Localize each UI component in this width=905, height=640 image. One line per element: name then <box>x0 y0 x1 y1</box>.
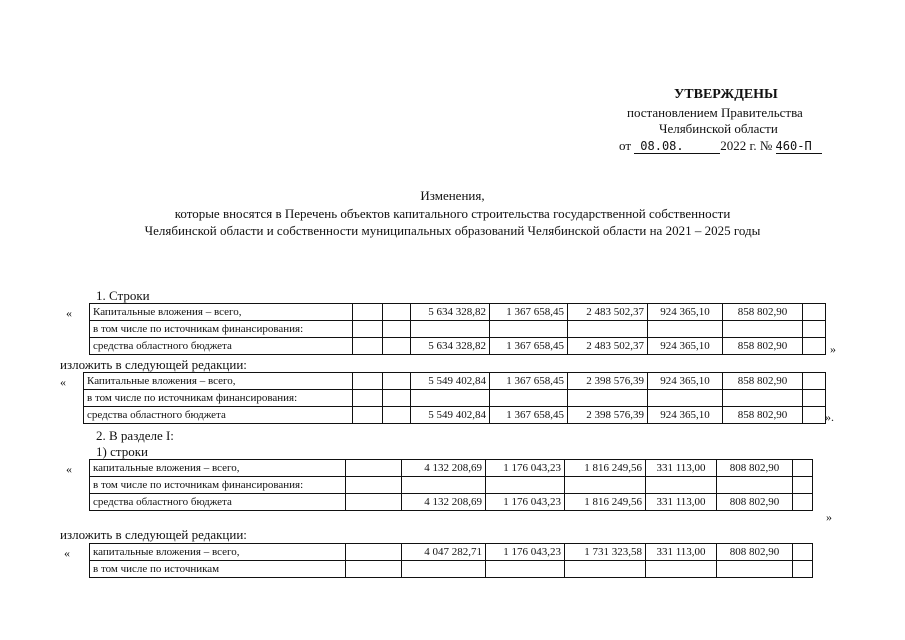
value-cell: 1 367 658,45 <box>490 407 568 424</box>
value-cell: 1 367 658,45 <box>490 373 568 390</box>
value-cell <box>803 304 826 321</box>
approval-date-line <box>619 137 822 154</box>
value-cell <box>353 407 383 424</box>
value-cell: 4 047 282,71 <box>402 544 486 561</box>
row-label-cell: капитальные вложения – всего, <box>90 460 346 477</box>
heading-line-3: Челябинской области и собственности муниципальных образований Челябинской области на 2021 – 2025 годы <box>144 223 761 238</box>
value-cell: 331 113,00 <box>646 460 717 477</box>
value-cell <box>793 544 813 561</box>
value-cell <box>793 477 813 494</box>
value-cell: 331 113,00 <box>646 494 717 511</box>
value-cell: 808 802,90 <box>717 460 793 477</box>
value-cell <box>486 561 565 578</box>
value-cell: 858 802,90 <box>723 338 803 355</box>
value-cell: 808 802,90 <box>717 494 793 511</box>
approval-line-1: постановлением Правительства <box>627 105 803 120</box>
value-cell <box>717 477 793 494</box>
value-cell: 5 549 402,84 <box>411 373 490 390</box>
row-label-cell: в том числе по источникам <box>90 561 346 578</box>
section-2-heading: 2. В разделе I: <box>96 428 174 443</box>
value-cell <box>402 477 486 494</box>
value-cell <box>383 304 411 321</box>
row-label-cell: в том числе по источникам финансирования: <box>90 321 353 338</box>
open-quote-2: « <box>60 375 66 389</box>
row-label-cell: Капитальные вложения – всего, <box>84 373 353 390</box>
table-row <box>84 373 826 390</box>
value-cell: 1 367 658,45 <box>490 338 568 355</box>
value-cell <box>346 494 402 511</box>
row-label-cell: средства областного бюджета <box>84 407 353 424</box>
section-2-subheading: 1) строки <box>96 444 148 459</box>
value-cell <box>353 338 383 355</box>
value-cell <box>723 390 803 407</box>
value-cell <box>346 561 402 578</box>
row-label-cell: средства областного бюджета <box>90 494 346 511</box>
value-cell: 1 176 043,23 <box>486 460 565 477</box>
row-label-cell: Капитальные вложения – всего, <box>90 304 353 321</box>
value-cell <box>646 477 717 494</box>
value-cell <box>803 373 826 390</box>
value-cell: 858 802,90 <box>723 304 803 321</box>
value-cell: 331 113,00 <box>646 544 717 561</box>
value-cell: 808 802,90 <box>717 544 793 561</box>
value-cell <box>646 561 717 578</box>
document-number-field: 460-П <box>776 139 822 154</box>
row-label-cell: в том числе по источникам финансирования: <box>84 390 353 407</box>
value-cell <box>490 321 568 338</box>
value-cell <box>793 460 813 477</box>
value-cell: 924 365,10 <box>648 373 723 390</box>
replace-instruction-1: изложить в следующей редакции: <box>60 357 247 372</box>
value-cell: 2 483 502,37 <box>568 338 648 355</box>
table-row <box>90 494 813 511</box>
value-cell: 5 634 328,82 <box>411 304 490 321</box>
value-cell: 5 634 328,82 <box>411 338 490 355</box>
value-cell <box>803 338 826 355</box>
value-cell <box>383 321 411 338</box>
approval-title: УТВЕРЖДЕНЫ <box>674 87 778 102</box>
value-cell <box>565 561 646 578</box>
value-cell: 2 483 502,37 <box>568 304 648 321</box>
row-label-cell: капитальные вложения – всего, <box>90 544 346 561</box>
value-cell: 924 365,10 <box>648 338 723 355</box>
value-cell <box>383 390 411 407</box>
value-cell <box>383 407 411 424</box>
value-cell <box>648 390 723 407</box>
year-label: 2022 г. № <box>720 138 773 153</box>
table-original-rows-2 <box>89 459 813 511</box>
value-cell <box>346 460 402 477</box>
table-row <box>90 477 813 494</box>
value-cell: 1 816 249,56 <box>565 460 646 477</box>
table-original-rows-1 <box>89 303 826 355</box>
value-cell: 2 398 576,39 <box>568 373 648 390</box>
value-cell <box>648 321 723 338</box>
close-quote-3: » <box>826 510 832 524</box>
date-field: 08.08. <box>634 139 720 154</box>
close-quote-2: ». <box>825 410 834 424</box>
value-cell <box>353 304 383 321</box>
value-cell <box>486 477 565 494</box>
value-cell: 924 365,10 <box>648 407 723 424</box>
open-quote-3: « <box>66 462 72 476</box>
row-label-cell: в том числе по источникам финансирования: <box>90 477 346 494</box>
table-row <box>84 407 826 424</box>
replace-instruction-2: изложить в следующей редакции: <box>60 527 247 542</box>
value-cell <box>568 390 648 407</box>
value-cell <box>803 321 826 338</box>
open-quote-4: « <box>64 546 70 560</box>
value-cell <box>346 477 402 494</box>
table-row <box>90 338 826 355</box>
value-cell <box>803 390 826 407</box>
value-cell: 1 731 323,58 <box>565 544 646 561</box>
heading-line-2: которые вносятся в Перечень объектов капитального строительства государственной собственности <box>174 206 731 221</box>
close-quote-1: » <box>830 342 836 356</box>
value-cell <box>490 390 568 407</box>
value-cell <box>568 321 648 338</box>
value-cell <box>803 407 826 424</box>
value-cell <box>353 321 383 338</box>
value-cell <box>402 561 486 578</box>
section-1-heading: 1. Строки <box>96 288 150 303</box>
value-cell <box>411 321 490 338</box>
value-cell: 1 176 043,23 <box>486 544 565 561</box>
value-cell <box>353 390 383 407</box>
value-cell <box>793 494 813 511</box>
value-cell <box>383 338 411 355</box>
value-cell: 1 176 043,23 <box>486 494 565 511</box>
open-quote-1: « <box>66 306 72 320</box>
value-cell: 858 802,90 <box>723 407 803 424</box>
table-row <box>90 460 813 477</box>
value-cell: 1 816 249,56 <box>565 494 646 511</box>
table-new-rows-1 <box>83 372 826 424</box>
value-cell <box>565 477 646 494</box>
table-new-rows-2 <box>89 543 813 578</box>
value-cell <box>717 561 793 578</box>
table-row <box>90 304 826 321</box>
heading-line-1: Изменения, <box>420 188 485 203</box>
value-cell <box>723 321 803 338</box>
table-row <box>90 321 826 338</box>
value-cell: 1 367 658,45 <box>490 304 568 321</box>
from-label: от <box>619 138 632 153</box>
value-cell <box>353 373 383 390</box>
value-cell <box>411 390 490 407</box>
table-row <box>90 561 813 578</box>
value-cell: 4 132 208,69 <box>402 494 486 511</box>
value-cell: 2 398 576,39 <box>568 407 648 424</box>
value-cell <box>383 373 411 390</box>
approval-line-2: Челябинской области <box>659 121 778 136</box>
value-cell <box>346 544 402 561</box>
value-cell: 858 802,90 <box>723 373 803 390</box>
row-label-cell: средства областного бюджета <box>90 338 353 355</box>
value-cell: 4 132 208,69 <box>402 460 486 477</box>
table-row <box>90 544 813 561</box>
value-cell: 924 365,10 <box>648 304 723 321</box>
value-cell: 5 549 402,84 <box>411 407 490 424</box>
table-row <box>84 390 826 407</box>
value-cell <box>793 561 813 578</box>
